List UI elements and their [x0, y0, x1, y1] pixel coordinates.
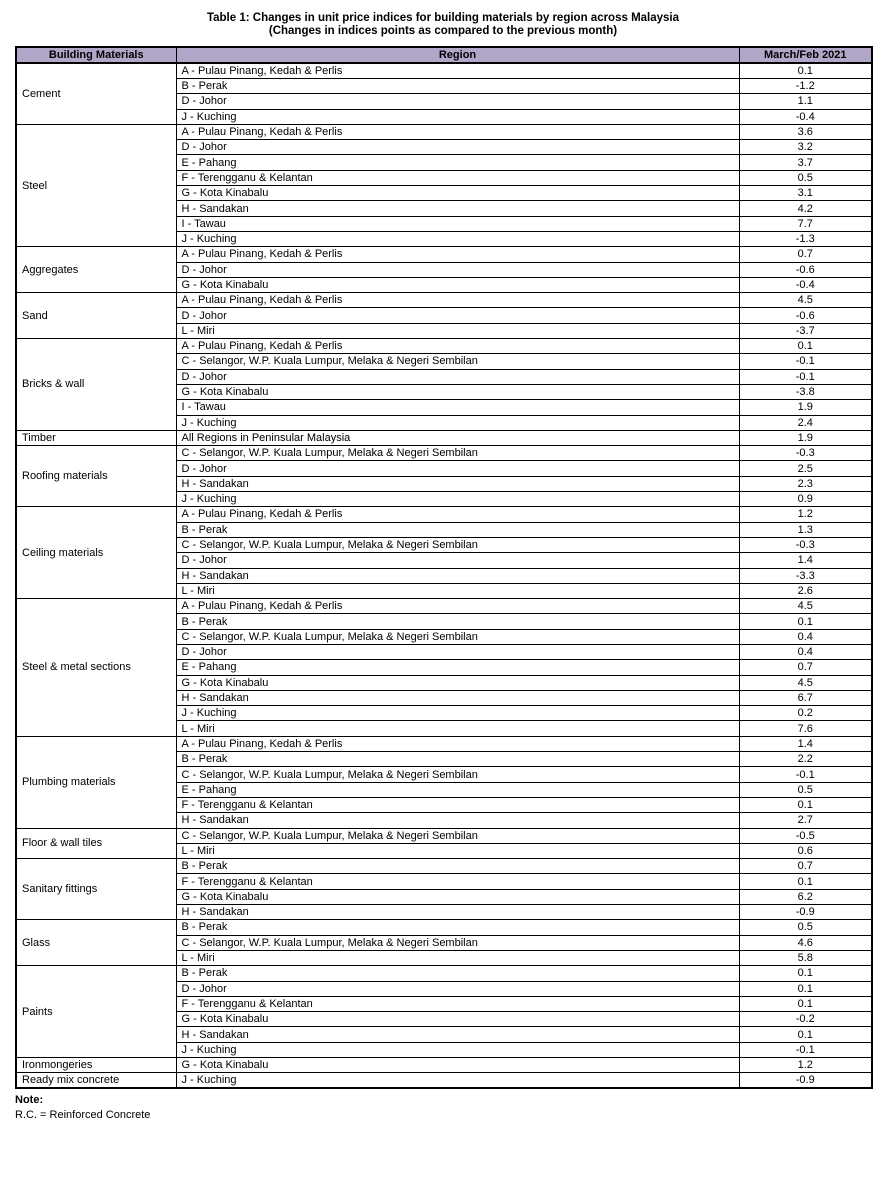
region-cell: B - Perak [176, 614, 739, 629]
region-cell: B - Perak [176, 920, 739, 935]
value-cell: -0.5 [739, 828, 872, 843]
value-cell: 2.6 [739, 583, 872, 598]
note [15, 1093, 871, 1123]
material-cell: Ironmongeries [16, 1058, 176, 1073]
value-cell: -0.1 [739, 1042, 872, 1057]
region-cell: B - Perak [176, 859, 739, 874]
value-cell: -3.7 [739, 323, 872, 338]
value-cell: 4.5 [739, 675, 872, 690]
table-row [16, 966, 872, 981]
region-cell: L - Miri [176, 583, 739, 598]
value-cell: -1.3 [739, 231, 872, 246]
value-cell: 1.1 [739, 94, 872, 109]
region-cell: C - Selangor, W.P. Kuala Lumpur, Melaka & Negeri Sembilan [176, 537, 739, 552]
value-cell: 1.4 [739, 553, 872, 568]
material-cell: Roofing materials [16, 446, 176, 507]
region-cell: D - Johor [176, 553, 739, 568]
table-header [16, 47, 872, 63]
value-cell: 0.4 [739, 629, 872, 644]
value-cell: 0.1 [739, 1027, 872, 1042]
region-cell: E - Pahang [176, 155, 739, 170]
value-cell: 4.5 [739, 293, 872, 308]
region-cell: C - Selangor, W.P. Kuala Lumpur, Melaka & Negeri Sembilan [176, 935, 739, 950]
col-header-building-materials: Building Materials [16, 47, 176, 63]
region-cell: J - Kuching [176, 492, 739, 507]
table-row [16, 828, 872, 843]
material-cell: Plumbing materials [16, 736, 176, 828]
region-cell: J - Kuching [176, 706, 739, 721]
value-cell: -0.3 [739, 537, 872, 552]
material-cell: Aggregates [16, 247, 176, 293]
region-cell: B - Perak [176, 752, 739, 767]
value-cell: 2.2 [739, 752, 872, 767]
region-cell: L - Miri [176, 323, 739, 338]
region-cell: A - Pulau Pinang, Kedah & Perlis [176, 736, 739, 751]
region-cell: G - Kota Kinabalu [176, 186, 739, 201]
value-cell: 6.7 [739, 690, 872, 705]
material-cell: Steel & metal sections [16, 599, 176, 737]
value-cell: 7.7 [739, 216, 872, 231]
region-cell: G - Kota Kinabalu [176, 384, 739, 399]
material-cell: Glass [16, 920, 176, 966]
value-cell: -0.4 [739, 109, 872, 124]
value-cell: 0.5 [739, 782, 872, 797]
region-cell: J - Kuching [176, 415, 739, 430]
value-cell: 0.6 [739, 843, 872, 858]
region-cell: D - Johor [176, 644, 739, 659]
note-label: Note: [15, 1094, 44, 1107]
material-cell: Cement [16, 63, 176, 124]
region-cell: C - Selangor, W.P. Kuala Lumpur, Melaka & Negeri Sembilan [176, 629, 739, 644]
material-cell: Timber [16, 430, 176, 445]
table-row [16, 599, 872, 614]
col-header-period: March/Feb 2021 [739, 47, 872, 63]
value-cell: 5.8 [739, 950, 872, 965]
region-cell: I - Tawau [176, 400, 739, 415]
value-cell: 1.2 [739, 1058, 872, 1073]
value-cell: -3.8 [739, 384, 872, 399]
table-row [16, 339, 872, 354]
value-cell: -0.3 [739, 446, 872, 461]
region-cell: A - Pulau Pinang, Kedah & Perlis [176, 124, 739, 139]
value-cell: -0.1 [739, 354, 872, 369]
table-row [16, 293, 872, 308]
region-cell: I - Tawau [176, 216, 739, 231]
value-cell: 4.5 [739, 599, 872, 614]
table-row [16, 247, 872, 262]
region-cell: D - Johor [176, 140, 739, 155]
value-cell: 3.2 [739, 140, 872, 155]
value-cell: 0.1 [739, 874, 872, 889]
region-cell: D - Johor [176, 308, 739, 323]
value-cell: -0.9 [739, 1073, 872, 1089]
region-cell: G - Kota Kinabalu [176, 675, 739, 690]
region-cell: A - Pulau Pinang, Kedah & Perlis [176, 599, 739, 614]
region-cell: J - Kuching [176, 231, 739, 246]
table-row [16, 1058, 872, 1073]
region-cell: A - Pulau Pinang, Kedah & Perlis [176, 63, 739, 79]
region-cell: H - Sandakan [176, 690, 739, 705]
region-cell: C - Selangor, W.P. Kuala Lumpur, Melaka & Negeri Sembilan [176, 828, 739, 843]
region-cell: L - Miri [176, 843, 739, 858]
region-cell: E - Pahang [176, 782, 739, 797]
value-cell: 4.6 [739, 935, 872, 950]
value-cell: 0.7 [739, 859, 872, 874]
value-cell: -3.3 [739, 568, 872, 583]
note-text: R.C. = Reinforced Concrete [15, 1109, 151, 1122]
material-cell: Bricks & wall [16, 339, 176, 431]
region-cell: F - Terengganu & Kelantan [176, 170, 739, 185]
region-cell: J - Kuching [176, 109, 739, 124]
value-cell: 3.7 [739, 155, 872, 170]
value-cell: 0.5 [739, 920, 872, 935]
value-cell: 0.7 [739, 247, 872, 262]
region-cell: All Regions in Peninsular Malaysia [176, 430, 739, 445]
value-cell: 1.2 [739, 507, 872, 522]
region-cell: H - Sandakan [176, 476, 739, 491]
value-cell: -0.2 [739, 1012, 872, 1027]
region-cell: F - Terengganu & Kelantan [176, 797, 739, 812]
region-cell: D - Johor [176, 369, 739, 384]
table-row [16, 1073, 872, 1089]
value-cell: 1.4 [739, 736, 872, 751]
value-cell: -0.6 [739, 308, 872, 323]
material-cell: Steel [16, 124, 176, 246]
value-cell: -0.4 [739, 277, 872, 292]
region-cell: G - Kota Kinabalu [176, 1058, 739, 1073]
region-cell: A - Pulau Pinang, Kedah & Perlis [176, 339, 739, 354]
value-cell: 0.9 [739, 492, 872, 507]
region-cell: F - Terengganu & Kelantan [176, 996, 739, 1011]
material-cell: Paints [16, 966, 176, 1058]
value-cell: 0.1 [739, 339, 872, 354]
region-cell: H - Sandakan [176, 201, 739, 216]
value-cell: 0.2 [739, 706, 872, 721]
region-cell: A - Pulau Pinang, Kedah & Perlis [176, 247, 739, 262]
region-cell: G - Kota Kinabalu [176, 889, 739, 904]
region-cell: G - Kota Kinabalu [176, 1012, 739, 1027]
value-cell: 2.3 [739, 476, 872, 491]
region-cell: B - Perak [176, 79, 739, 94]
region-cell: A - Pulau Pinang, Kedah & Perlis [176, 293, 739, 308]
value-cell: 4.2 [739, 201, 872, 216]
region-cell: H - Sandakan [176, 905, 739, 920]
material-cell: Ready mix concrete [16, 1073, 176, 1089]
table-title-line2: (Changes in indices points as compared to the previous month) [268, 25, 618, 37]
col-header-region: Region [176, 47, 739, 63]
region-cell: L - Miri [176, 950, 739, 965]
value-cell: 0.1 [739, 981, 872, 996]
table-row [16, 507, 872, 522]
region-cell: L - Miri [176, 721, 739, 736]
value-cell: 0.1 [739, 63, 872, 79]
material-cell: Floor & wall tiles [16, 828, 176, 859]
region-cell: H - Sandakan [176, 568, 739, 583]
region-cell: D - Johor [176, 981, 739, 996]
table-row [16, 124, 872, 139]
value-cell: 0.7 [739, 660, 872, 675]
region-cell: J - Kuching [176, 1073, 739, 1089]
value-cell: -1.2 [739, 79, 872, 94]
region-cell: C - Selangor, W.P. Kuala Lumpur, Melaka & Negeri Sembilan [176, 446, 739, 461]
region-cell: D - Johor [176, 461, 739, 476]
table-title-line1: Table 1: Changes in unit price indices for building materials by region across Malaysia [206, 12, 680, 24]
value-cell: 0.1 [739, 614, 872, 629]
value-cell: -0.1 [739, 369, 872, 384]
value-cell: 1.3 [739, 522, 872, 537]
value-cell: 0.1 [739, 797, 872, 812]
region-cell: E - Pahang [176, 660, 739, 675]
region-cell: C - Selangor, W.P. Kuala Lumpur, Melaka & Negeri Sembilan [176, 354, 739, 369]
material-cell: Ceiling materials [16, 507, 176, 599]
value-cell: -0.1 [739, 767, 872, 782]
value-cell: 3.1 [739, 186, 872, 201]
table-row [16, 920, 872, 935]
value-cell: 1.9 [739, 430, 872, 445]
header-row [16, 47, 872, 63]
value-cell: 0.1 [739, 996, 872, 1011]
region-cell: G - Kota Kinabalu [176, 277, 739, 292]
value-cell: -0.9 [739, 905, 872, 920]
value-cell: 1.9 [739, 400, 872, 415]
region-cell: J - Kuching [176, 1042, 739, 1057]
value-cell: 2.4 [739, 415, 872, 430]
material-cell: Sand [16, 293, 176, 339]
region-cell: H - Sandakan [176, 1027, 739, 1042]
value-cell: 6.2 [739, 889, 872, 904]
region-cell: B - Perak [176, 966, 739, 981]
table-row [16, 63, 872, 79]
region-cell: D - Johor [176, 262, 739, 277]
table-title [0, 12, 886, 38]
region-cell: H - Sandakan [176, 813, 739, 828]
region-cell: A - Pulau Pinang, Kedah & Perlis [176, 507, 739, 522]
table-row [16, 859, 872, 874]
material-cell: Sanitary fittings [16, 859, 176, 920]
table-row [16, 446, 872, 461]
value-cell: 7.6 [739, 721, 872, 736]
value-cell: 0.4 [739, 644, 872, 659]
value-cell: -0.6 [739, 262, 872, 277]
value-cell: 3.6 [739, 124, 872, 139]
materials-table [15, 46, 873, 1089]
value-cell: 0.1 [739, 966, 872, 981]
region-cell: D - Johor [176, 94, 739, 109]
region-cell: C - Selangor, W.P. Kuala Lumpur, Melaka & Negeri Sembilan [176, 767, 739, 782]
table-row [16, 430, 872, 445]
value-cell: 2.7 [739, 813, 872, 828]
table-body [16, 63, 872, 1088]
value-cell: 2.5 [739, 461, 872, 476]
value-cell: 0.5 [739, 170, 872, 185]
region-cell: B - Perak [176, 522, 739, 537]
table-row [16, 736, 872, 751]
region-cell: F - Terengganu & Kelantan [176, 874, 739, 889]
